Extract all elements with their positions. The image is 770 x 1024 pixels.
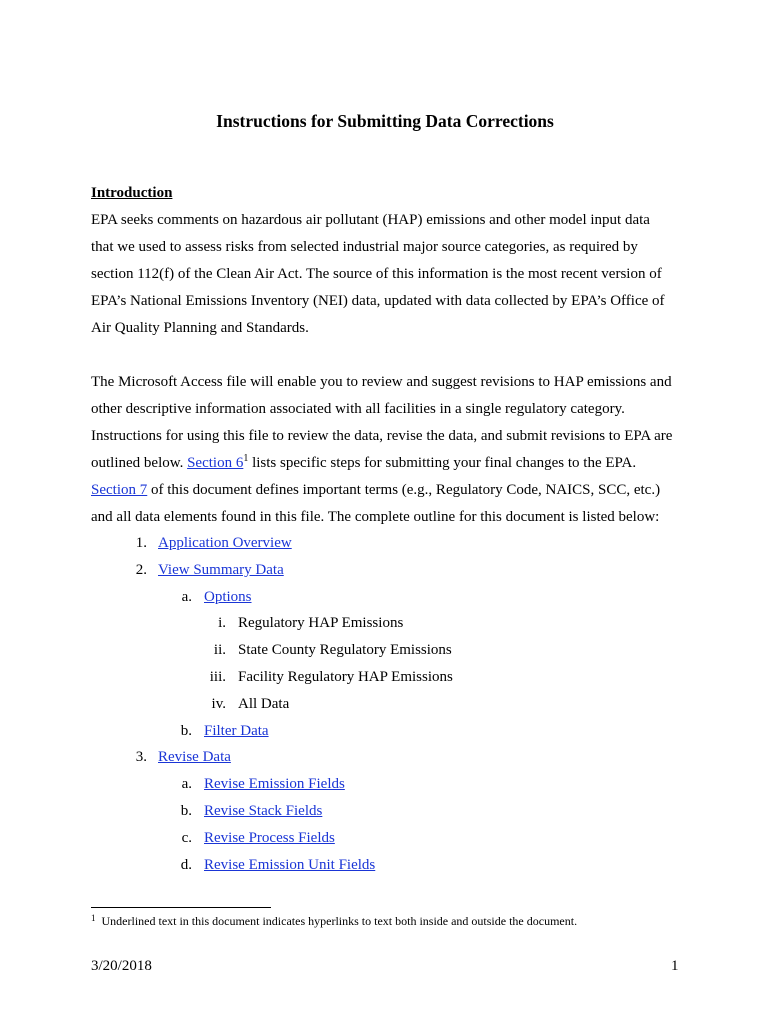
outline-marker: c. — [181, 829, 192, 846]
paragraph-line: Instructions for using this file to review the data, revise the data, and submit revisions to EPA are — [91, 428, 673, 444]
line-text: outlined below. — [91, 455, 188, 471]
outline-marker: b. — [180, 722, 192, 739]
outline-text: State County Regulatory Emissions — [238, 642, 452, 659]
outline-marker: b. — [180, 803, 192, 819]
outline-link[interactable]: Revise Emission Unit Fields — [204, 856, 376, 873]
section-6-link[interactable]: Section 6 — [187, 455, 244, 471]
footnote-mark: 1 — [91, 913, 96, 923]
paragraph-line: EPA’s National Emissions Inventory (NEI) data, updated with data collected by EPA’s Office of — [91, 293, 665, 309]
footnote-reference: 1 — [243, 453, 249, 464]
outline-link[interactable]: Application Overview — [158, 535, 292, 551]
footnote-text: Underlined text in this document indicates hyperlinks to text both inside and outside the document. — [101, 914, 578, 928]
page-number: 1 — [671, 958, 679, 974]
outline-link[interactable]: Revise Data — [158, 749, 231, 766]
outline-link[interactable]: Filter Data — [204, 722, 269, 739]
outline-marker: iv. — [211, 695, 226, 712]
outline-marker: ii. — [213, 642, 226, 659]
outline-link[interactable]: Revise Stack Fields — [204, 803, 323, 819]
outline-marker: iii. — [209, 669, 226, 685]
outline-marker: 3. — [135, 749, 147, 766]
paragraph-line: section 112(f) of the Clean Air Act. The source of this information is the most recent version of — [91, 266, 662, 282]
document-title: Instructions for Submitting Data Corrections — [216, 111, 554, 131]
outline-marker: 2. — [135, 561, 147, 578]
paragraph-line: EPA seeks comments on hazardous air pollutant (HAP) emissions and other model input data — [91, 212, 650, 228]
outline-link[interactable]: Options — [204, 588, 252, 605]
outline-marker: i. — [218, 615, 226, 632]
line-text: of this document defines important terms (e.g., Regulatory Code, NAICS, SCC, etc.) — [147, 482, 661, 498]
footnote-divider — [91, 907, 271, 908]
outline-marker: 1. — [135, 535, 147, 551]
footer-date: 3/20/2018 — [91, 958, 152, 974]
line-text: lists specific steps for submitting your final changes to the EPA. — [248, 455, 637, 471]
paragraph-line: other descriptive information associated with all facilities in a single regulatory category. — [91, 401, 625, 417]
outline-link[interactable]: View Summary Data — [158, 561, 284, 578]
introduction-paragraph-2 — [91, 369, 691, 531]
section-7-link[interactable]: Section 7 — [91, 482, 148, 498]
introduction-heading: Introduction — [91, 185, 173, 201]
outline-link[interactable]: Revise Process Fields — [204, 829, 335, 846]
outline-marker: d. — [180, 856, 192, 873]
paragraph-line: The Microsoft Access file will enable you to review and suggest revisions to HAP emissions and — [91, 374, 672, 390]
outline-text: Regulatory HAP Emissions — [238, 615, 404, 632]
paragraph-line: Air Quality Planning and Standards. — [91, 320, 309, 336]
paragraph-line — [91, 450, 691, 477]
paragraph-line: that we used to assess risks from selected industrial major source categories, as required by — [91, 239, 638, 255]
outline-text: Facility Regulatory HAP Emissions — [238, 669, 453, 685]
outline-text: All Data — [238, 695, 290, 712]
outline-link[interactable]: Revise Emission Fields — [204, 776, 345, 793]
footnote — [91, 914, 577, 929]
introduction-paragraph-1 — [91, 207, 691, 342]
paragraph-line: and all data elements found in this file. The complete outline for this document is listed below: — [91, 509, 660, 525]
paragraph-line — [91, 477, 691, 504]
outline-marker: a. — [181, 776, 192, 793]
outline-marker: a. — [181, 588, 192, 605]
